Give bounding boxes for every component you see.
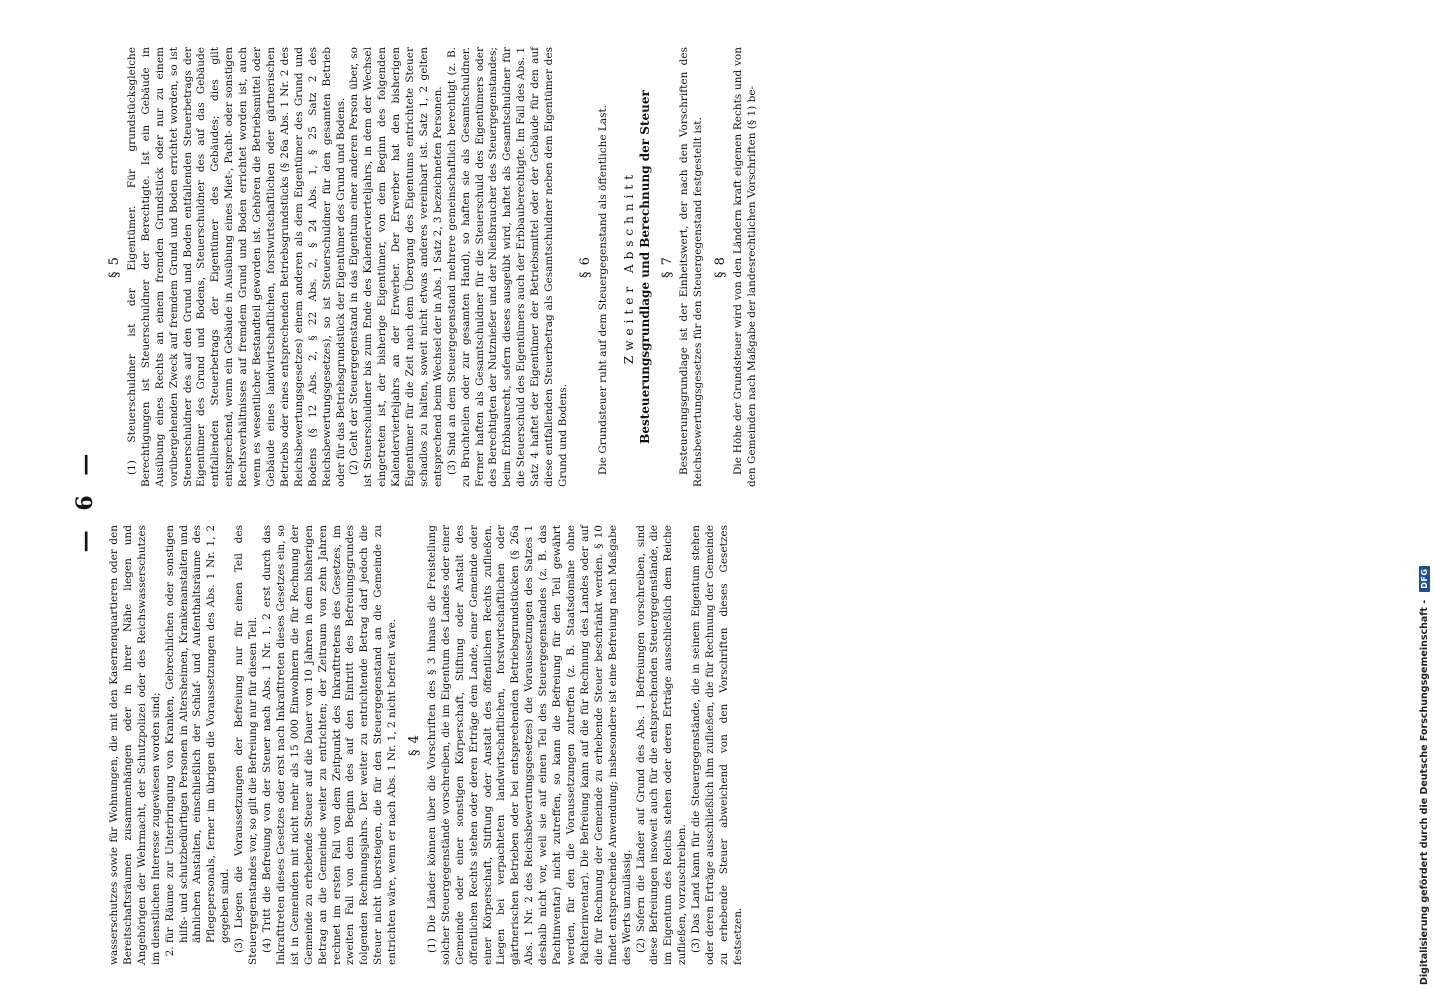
section-4-paragraph-1: (1) Die Länder können über die Vorschriften des § 3 hinaus die Freistellung solcher Steuergegenstände vorschreiben, die im Eigentum des Landes oder einer Gemeinde oder einer sonstigen Körperschaft, Stiftung oder Anstalt des öffentlichen Rechts stehen oder deren Erträge dem Lande, einer Gemeinde oder einer Körperschaft, Stiftung oder Anstalt des öffentlichen Rechts zufließen. Liegen bei verpachteten landwirtschaftlichen, forstwirtschaftlichen oder gärtnerischen Betrieben oder bei entsprechenden Betriebsgrundstücken (§ 26a Abs. 1 Nr. 2 des Reichsbewertungsgesetzes) die Voraussetzungen des Satzes 1 deshalb nicht vor, weil sie auf einen Teil des Steuergegenstandes (z. B. das Pachtinventar) nicht zutreffen, so kann die Befreiung für den Teil gewährt werden, für den die Voraussetzungen zutreffen (z. B. Staatsdomäne ohne Pächterinventar). Die Befreiung kann auf die für Rechnung des Landes oder auf die für Rechnung der Gemeinde zu erhebende Steuer beschränkt werden. § 10 findet entsprechende Anwendung; insbesondere ist eine Befreiung nach Maßgabe des Werts unzulässig. <box>425 525 633 965</box>
left-column <box>108 525 744 965</box>
section-7-paragraph-1: Besteuerungsgrundlage ist der Einheitswert, der nach den Vorschriften des Reichsbewertungsgesetzes für den Steuergegenstand festgestellt ist. <box>678 47 705 487</box>
section-4-paragraph-2: (2) Sofern die Länder auf Grund des Abs. 1 Befreiungen vorschreiben, sind diese Befreiungen insoweit auch für die entsprechenden Steuergegenstände, die im Eigentum des Reichs stehen oder deren Erträge ausschließlich dem Reiche zufließen, vorzuschreiben. <box>634 525 689 965</box>
chapter-label: Zweiter Abschnitt <box>621 169 636 365</box>
section-5-paragraph-1: (1) Steuerschuldner ist der Eigentümer. Für grundstücksgleiche Berechtigungen ist Steuerschuldner der Berechtigte. Ist ein Gebäude in Ausübung eines Rechts an einem fremden Grundstück oder nur zu einem vorübergehenden Zweck auf fremdem Grund und Boden errichtet worden, so ist Steuerschuldner des auf den Grund und Boden entfallenden Steuerbetrags der Eigentümer des Grund und Bodens, Steuerschuldner des auf das Gebäude entfallenden Steuerbetrags der Eigentümer des Gebäudes; dies gilt entsprechend, wenn ein Gebäude in Ausübung eines Miet-, Pacht- oder sonstigen Rechtsverhältnisses auf fremdem Grund und Boden errichtet worden ist, auch wenn es wesentlicher Bestandteil geworden ist. Gehören die Betriebsmittel oder Gebäude eines landwirtschaftlichen, forstwirtschaftlichen oder gärtnerischen Betriebs oder eines entsprechenden Betriebsgrundstücks (§ 26a Abs. 1 Nr. 2 des Reichsbewertungsgesetzes) einem anderen als dem Eigentümer des Grund und Bodens (§ 12 Abs. 2, § 22 Abs. 2, § 24 Abs. 1, § 25 Satz 2 des Reichsbewertungsgesetzes), so ist Steuerschuldner für den gesamten Betrieb oder für das Betriebsgrundstück der Eigentümer des Grund und Bodens. <box>125 47 347 487</box>
section-5-paragraph-2: (2) Geht der Steuergegenstand in das Eigentum einer anderen Person über, so ist Steuerschuldner bis zum Ende des Kalendervierteljahrs, in dem der Wechsel eingetreten ist, der bisherige Eigentümer, von dem Beginn des folgenden Kalendervierteljahrs an der Erwerber. Der Erwerber hat den bisherigen Eigentümer für die Zeit nach dem Übergang des Eigentums entrichtete Steuer schadlos zu halten, soweit nicht etwas anderes vereinbart ist. Satz 1, 2 gelten entsprechend beim Wechsel der in Abs. 1 Satz 2, 3 bezeichneten Personen. <box>348 47 444 487</box>
document-page <box>70 35 759 965</box>
section-6-paragraph-1: Die Grundsteuer ruht auf dem Steuergegenstand als öffentliche Last. <box>596 104 609 475</box>
numbered-list <box>164 525 234 965</box>
list-item-2: 2. für Räume zur Unterbringung von Kranken, Gebrechlichen oder sonstigen hilfs- und schutzbedürftigen Personen in Altersheimen, Krankenanstalten und ähnlichen Anstalten, einschließlich der Schlaf- und Aufenthaltsräume des Pflegepersonals, ferner im übrigen die Voraussetzungen des Abs. 1 Nr. 1, 2 gegeben sind. <box>164 525 234 943</box>
dfg-funding-text: Digitalisierung gefördert durch die Deutsche Forschungsgemeinschaft - <box>1418 599 1430 985</box>
dfg-funding-note <box>1416 5 1432 985</box>
paragraph-3: (3) Liegen die Voraussetzungen der Befreiung nur für einen Teil des Steuergegenstandes vor, so gilt die Befreiung nur für diesen Teil. <box>233 525 260 965</box>
section-8-paragraph-1: Die Höhe der Grundsteuer wird von den Ländern kraft eigenen Rechts und von den Gemeinden nach Maßgabe der landesrechtlichen Vorschriften (§ 1) be- <box>732 47 759 487</box>
section-6-heading: § 6 <box>577 256 593 278</box>
paragraph-intro: wasserschutzes sowie für Wohnungen, die mit den Kasernenquartieren oder den Bereitschaftsräumen zusammenhängen oder in ihrer Nähe liegen und Angehörigen der Wehrmacht, der Schutzpolizei oder des Reichswasserschutzes im dienstlichen Interesse zugewiesen worden sind; <box>108 525 162 965</box>
chapter-title: Besteuerungsgrundlage und Berechnung der Steuer <box>637 90 652 444</box>
section-7-heading: § 7 <box>659 256 675 278</box>
right-column <box>107 47 759 487</box>
dfg-logo: DFG <box>1419 566 1430 592</box>
section-5-paragraph-3: (3) Sind an dem Steuergegenstand mehrere gemeinschaftlich berechtigt (z. B. zu Bruchteilen oder zur gesamten Hand), so haften sie als Gesamtschuldner. Ferner haften als Gesamtschuldner für die Steuerschuld des Eigentümers oder des Berechtigten der Nutznießer und der Nießbraucher des Steuergegenstandes; beim Erbbaurecht, sofern dieses ausgeübt wird, haftet als Gesamtschuldner für die Steuerschuld des Eigentümers auch der Erbbauberechtigte. Im Fall des Abs. 1 Satz 4 haftet der Eigentümer der Betriebsmittel oder der Gebäude für den auf diese entfallenden Steuerbetrag als Gesamtschuldner neben dem Eigentümer des Grund und Bodens. <box>445 47 569 487</box>
paragraph-4: (4) Tritt die Befreiung von der Steuer nach Abs. 1 Nr. 1, 2 erst durch das Inkrafttreten dieses Gesetzes oder erst nach Inkrafttreten dieses Gesetzes ein, so ist in Gemeinden mit nicht mehr als 15 000 Einwohnern die für Rechnung der Gemeinde zu erhebende Steuer auf die Dauer von 10 Jahren in dem bisherigen Betrag an die Gemeinde weiter zu entrichten; der Zeitraum von zehn Jahren rechnet im ersten Fall von dem Zeitpunkt des Inkrafttretens des Gesetzes, im zweiten Fall von dem Beginn des auf den Eintritt des Befreiungsgrundes folgenden Rechnungsjahrs. Der weiter zu entrichtende Betrag darf jedoch die Steuer nicht übersteigen, die für den Steuergegenstand an die Gemeinde zu entrichten wäre, wenn er nach Abs. 1 Nr. 1, 2 nicht befreit wäre. <box>260 525 399 965</box>
section-4-paragraph-3: (3) Das Land kann für die Steuergegenstände, die in seinem Eigentum stehen oder deren Erträge ausschließlich ihm zufließen, die für Rechnung der Gemeinde zu erhebende Steuer abweichend von den Vorschriften dieses Gesetzes festsetzen. <box>690 525 744 965</box>
section-8-heading: § 8 <box>713 256 729 278</box>
section-5-heading: § 5 <box>107 256 122 278</box>
page-number: — 6 — <box>72 447 98 553</box>
section-4-heading: § 4 <box>407 734 423 756</box>
